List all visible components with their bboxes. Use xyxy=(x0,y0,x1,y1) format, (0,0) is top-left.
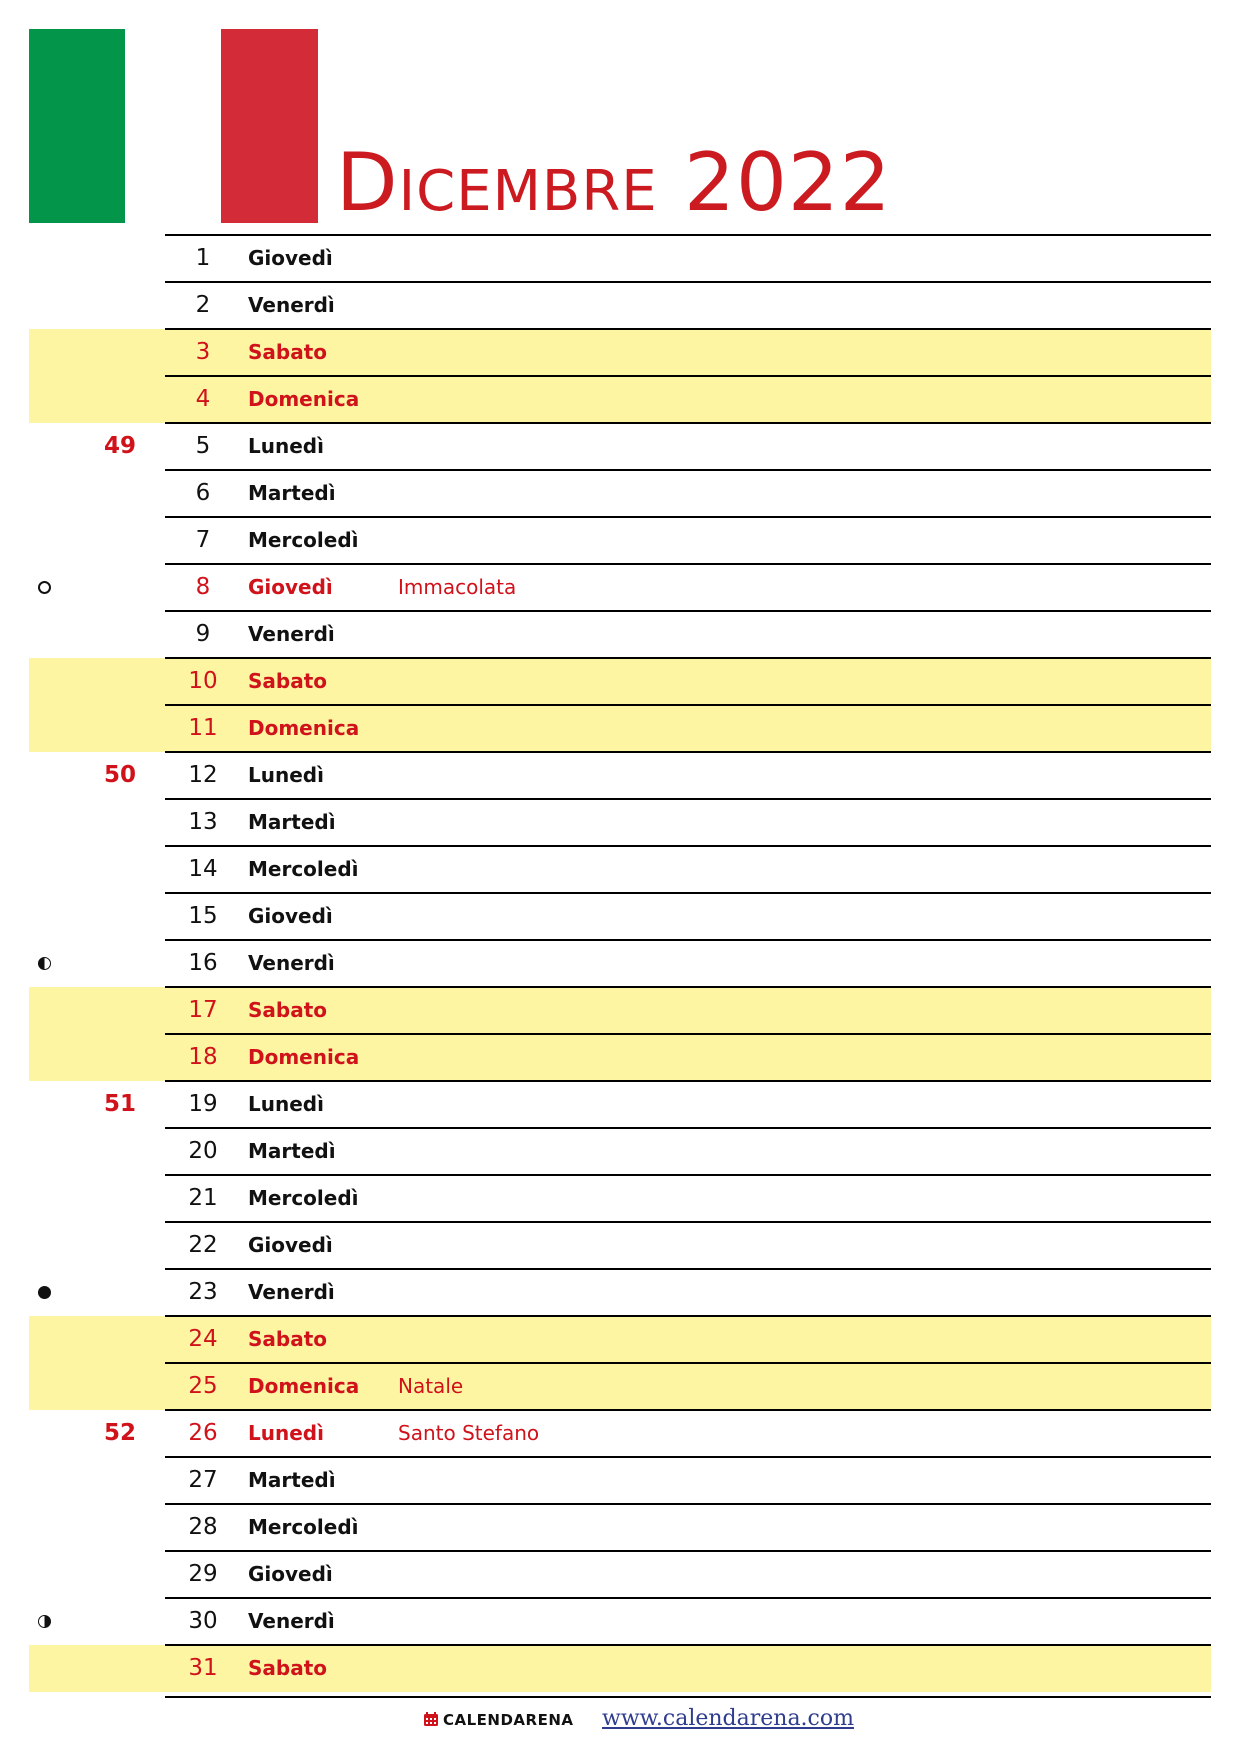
day-number: 28 xyxy=(188,1514,218,1540)
day-number: 26 xyxy=(188,1420,218,1446)
weekday-name: Venerdì xyxy=(248,622,335,646)
day-number: 23 xyxy=(188,1279,218,1305)
day-row xyxy=(0,376,1240,423)
moon-phase-icon xyxy=(38,1286,51,1299)
weekday-name: Martedì xyxy=(248,810,336,834)
day-row xyxy=(0,658,1240,705)
weekday-name: Sabato xyxy=(248,998,328,1022)
weekday-name: Giovedì xyxy=(248,1233,333,1257)
weekday-name: Mercoledì xyxy=(248,1515,359,1539)
week-number xyxy=(90,282,150,329)
week-number: 49 xyxy=(103,433,136,459)
week-number xyxy=(90,1363,150,1410)
page-title: Dicembre 2022 xyxy=(336,136,892,229)
day-number: 24 xyxy=(188,1326,218,1352)
day-row xyxy=(0,705,1240,752)
day-number: 17 xyxy=(188,997,218,1023)
day-number: 1 xyxy=(195,245,211,271)
day-number: 25 xyxy=(188,1373,218,1399)
moon-phase-icon xyxy=(38,957,51,970)
weekday-name: Lunedì xyxy=(248,1421,324,1445)
week-number xyxy=(90,611,150,658)
day-number: 2 xyxy=(195,292,211,318)
weekday-name: Venerdì xyxy=(248,1280,335,1304)
day-number: 21 xyxy=(188,1185,218,1211)
day-row xyxy=(0,1598,1240,1645)
day-row xyxy=(0,1363,1240,1410)
moon-phase-icon xyxy=(38,581,51,594)
day-row xyxy=(0,1504,1240,1551)
week-number xyxy=(90,235,150,282)
day-row xyxy=(0,1551,1240,1598)
day-row xyxy=(0,1457,1240,1504)
week-number xyxy=(90,329,150,376)
footer-url-link[interactable]: www.calendarena.com xyxy=(602,1706,854,1731)
day-number: 29 xyxy=(188,1561,218,1587)
weekday-name: Venerdì xyxy=(248,951,335,975)
day-number: 20 xyxy=(188,1138,218,1164)
day-row xyxy=(0,1269,1240,1316)
week-number xyxy=(90,1222,150,1269)
day-number: 31 xyxy=(188,1655,218,1681)
weekday-name: Giovedì xyxy=(248,575,333,599)
week-number xyxy=(90,987,150,1034)
day-number: 10 xyxy=(188,668,218,694)
footer-brand xyxy=(423,1705,574,1735)
week-number xyxy=(90,1128,150,1175)
day-number: 12 xyxy=(188,762,218,788)
day-row xyxy=(0,1222,1240,1269)
day-number: 14 xyxy=(188,856,218,882)
day-row xyxy=(0,611,1240,658)
day-number: 11 xyxy=(188,715,218,741)
weekday-name: Mercoledì xyxy=(248,528,359,552)
week-number xyxy=(90,846,150,893)
week-number xyxy=(90,1457,150,1504)
week-number xyxy=(90,893,150,940)
weekday-name: Mercoledì xyxy=(248,857,359,881)
weekday-name: Giovedì xyxy=(248,1562,333,1586)
weekday-name: Sabato xyxy=(248,669,328,693)
day-row xyxy=(0,1175,1240,1222)
week-number xyxy=(90,517,150,564)
day-number: 22 xyxy=(188,1232,218,1258)
day-row xyxy=(0,564,1240,611)
week-number: 52 xyxy=(103,1420,136,1446)
day-row xyxy=(0,517,1240,564)
day-row xyxy=(0,423,1240,470)
day-row xyxy=(0,235,1240,282)
day-number: 16 xyxy=(188,950,218,976)
flag-red-stripe xyxy=(221,29,318,223)
day-row xyxy=(0,1128,1240,1175)
day-row xyxy=(0,1645,1240,1692)
day-number: 13 xyxy=(188,809,218,835)
week-number xyxy=(90,705,150,752)
day-number: 9 xyxy=(195,621,211,647)
day-number: 8 xyxy=(195,574,211,600)
day-row xyxy=(0,329,1240,376)
day-row xyxy=(0,752,1240,799)
weekday-name: Lunedì xyxy=(248,434,324,458)
flag-green-stripe xyxy=(29,29,125,223)
week-number xyxy=(90,658,150,705)
week-number xyxy=(90,799,150,846)
day-row xyxy=(0,893,1240,940)
day-number: 3 xyxy=(195,339,211,365)
week-number xyxy=(90,1269,150,1316)
week-number xyxy=(90,564,150,611)
day-row xyxy=(0,799,1240,846)
day-number: 27 xyxy=(188,1467,218,1493)
day-number: 6 xyxy=(195,480,211,506)
week-number xyxy=(90,1645,150,1692)
weekday-name: Giovedì xyxy=(248,246,333,270)
weekday-name: Domenica xyxy=(248,1045,360,1069)
weekday-name: Domenica xyxy=(248,716,360,740)
day-row xyxy=(0,940,1240,987)
moon-phase-icon xyxy=(38,1615,51,1628)
week-number xyxy=(90,940,150,987)
day-row xyxy=(0,470,1240,517)
day-row xyxy=(0,282,1240,329)
day-number: 4 xyxy=(195,386,211,412)
day-row xyxy=(0,846,1240,893)
weekday-name: Mercoledì xyxy=(248,1186,359,1210)
week-number xyxy=(90,1316,150,1363)
weekday-name: Domenica xyxy=(248,1374,360,1398)
day-number: 30 xyxy=(188,1608,218,1634)
day-row xyxy=(0,1081,1240,1128)
week-number xyxy=(90,1034,150,1081)
calendar-icon xyxy=(423,1711,439,1727)
week-number xyxy=(90,376,150,423)
day-number: 15 xyxy=(188,903,218,929)
day-row xyxy=(0,987,1240,1034)
weekday-name: Sabato xyxy=(248,1656,328,1680)
holiday-name: Immacolata xyxy=(398,575,517,599)
weekday-name: Sabato xyxy=(248,1327,328,1351)
bottom-divider xyxy=(165,1696,1211,1698)
week-number xyxy=(90,1598,150,1645)
week-number xyxy=(90,1175,150,1222)
weekday-name: Giovedì xyxy=(248,904,333,928)
day-row xyxy=(0,1034,1240,1081)
week-number: 51 xyxy=(103,1091,136,1117)
weekday-name: Lunedì xyxy=(248,1092,324,1116)
weekday-name: Sabato xyxy=(248,340,328,364)
holiday-name: Santo Stefano xyxy=(398,1421,540,1445)
day-number: 19 xyxy=(188,1091,218,1117)
day-number: 7 xyxy=(195,527,211,553)
footer-brand-label: CALENDARENA xyxy=(443,1711,574,1729)
week-number xyxy=(90,470,150,517)
day-number: 5 xyxy=(195,433,211,459)
holiday-name: Natale xyxy=(398,1374,464,1398)
week-number xyxy=(90,1551,150,1598)
day-row xyxy=(0,1316,1240,1363)
week-number xyxy=(90,1504,150,1551)
week-number: 50 xyxy=(103,762,136,788)
weekday-name: Venerdì xyxy=(248,293,335,317)
day-row xyxy=(0,1410,1240,1457)
weekday-name: Domenica xyxy=(248,387,360,411)
weekday-name: Lunedì xyxy=(248,763,324,787)
weekday-name: Martedì xyxy=(248,481,336,505)
day-number: 18 xyxy=(188,1044,218,1070)
weekday-name: Martedì xyxy=(248,1468,336,1492)
weekday-name: Venerdì xyxy=(248,1609,335,1633)
weekday-name: Martedì xyxy=(248,1139,336,1163)
